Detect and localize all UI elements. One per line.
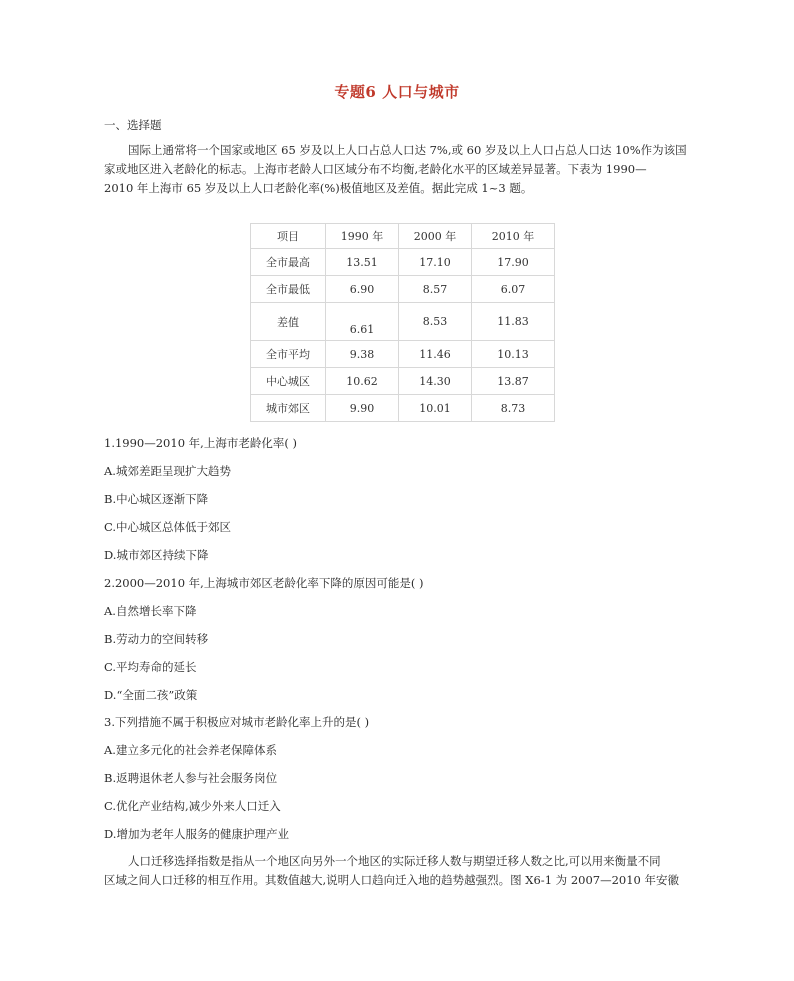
answer-option[interactable]: B.中心城区逐渐下降 bbox=[104, 492, 209, 506]
outro-paragraph bbox=[104, 852, 690, 890]
table-row bbox=[251, 395, 555, 422]
table-row bbox=[251, 368, 555, 395]
row-label: 中心城区 bbox=[251, 368, 326, 395]
intro-text: 国际上通常将一个国家或地区 65 岁及以上人口占总人口达 7%,或 60 岁及以上人口占总人口达 10%作为该国 bbox=[128, 143, 687, 157]
table-row bbox=[251, 249, 555, 276]
row-label: 全市平均 bbox=[251, 341, 326, 368]
answer-option[interactable]: C.平均寿命的延长 bbox=[104, 660, 197, 674]
table-cell: 13.87 bbox=[472, 368, 555, 395]
table-cell: 17.10 bbox=[399, 249, 472, 276]
question-stem: 3.下列措施不属于积极应对城市老龄化率上升的是( ) bbox=[104, 715, 370, 729]
table-cell: 11.46 bbox=[399, 341, 472, 368]
table-cell: 10.01 bbox=[399, 395, 472, 422]
question-stem: 1.1990—2010 年,上海市老龄化率( ) bbox=[104, 436, 297, 450]
aging-rate-table bbox=[250, 223, 555, 422]
outro-line: 区域之间人口迁移的相互作用。其数值越大,说明人口趋向迁入地的趋势越强烈。图 X6-1 为 2007—2010 年安徽 bbox=[104, 873, 680, 887]
table-cell: 6.07 bbox=[472, 276, 555, 303]
row-label: 全市最低 bbox=[251, 276, 326, 303]
table-cell: 17.90 bbox=[472, 249, 555, 276]
table-cell: 14.30 bbox=[399, 368, 472, 395]
answer-option[interactable]: D.“全面二孩”政策 bbox=[104, 688, 198, 702]
table-row bbox=[251, 276, 555, 303]
table-cell: 8.53 bbox=[399, 303, 472, 341]
table-cell: 8.57 bbox=[399, 276, 472, 303]
section-heading: 一、选择题 bbox=[104, 118, 162, 132]
row-label: 全市最高 bbox=[251, 249, 326, 276]
outro-text: 人口迁移选择指数是指从一个地区向另外一个地区的实际迁移人数与期望迁移人数之比,可以用来衡量不同 bbox=[128, 854, 661, 868]
intro-paragraph bbox=[104, 141, 690, 198]
table-header-cell: 项目 bbox=[251, 224, 326, 249]
table-cell: 6.90 bbox=[326, 276, 399, 303]
table-row bbox=[251, 303, 555, 341]
answer-option[interactable]: C.优化产业结构,减少外来人口迁入 bbox=[104, 799, 281, 813]
answer-option[interactable]: B.返聘退休老人参与社会服务岗位 bbox=[104, 771, 278, 785]
table-row bbox=[251, 341, 555, 368]
answer-option[interactable]: B.劳动力的空间转移 bbox=[104, 632, 209, 646]
table-cell: 11.83 bbox=[472, 303, 555, 341]
answer-option[interactable]: D.增加为老年人服务的健康护理产业 bbox=[104, 827, 289, 841]
answer-option[interactable]: A.建立多元化的社会养老保障体系 bbox=[104, 743, 277, 757]
row-label: 差值 bbox=[251, 303, 326, 341]
question-stem: 2.2000—2010 年,上海城市郊区老龄化率下降的原因可能是( ) bbox=[104, 576, 424, 590]
table-cell: 8.73 bbox=[472, 395, 555, 422]
outro-line bbox=[104, 852, 690, 871]
table-header-cell: 2000 年 bbox=[399, 224, 472, 249]
table-cell: 10.13 bbox=[472, 341, 555, 368]
table-header-cell: 2010 年 bbox=[472, 224, 555, 249]
intro-line bbox=[104, 141, 690, 160]
intro-line: 2010 年上海市 65 岁及以上人口老龄化率(%)极值地区及差值。据此完成 1~3 题。 bbox=[104, 181, 533, 195]
table-cell: 9.90 bbox=[326, 395, 399, 422]
answer-option[interactable]: D.城市郊区持续下降 bbox=[104, 548, 209, 562]
table-header-row bbox=[251, 224, 555, 249]
row-label: 城市郊区 bbox=[251, 395, 326, 422]
intro-line: 家或地区进入老龄化的标志。上海市老龄人口区域分布不均衡,老龄化水平的区域差异显著。下表为 1990— bbox=[104, 162, 647, 176]
table-header-cell: 1990 年 bbox=[326, 224, 399, 249]
answer-option[interactable]: C.中心城区总体低于郊区 bbox=[104, 520, 232, 534]
table-cell: 10.62 bbox=[326, 368, 399, 395]
table-cell: 6.61 bbox=[326, 303, 399, 341]
answer-option[interactable]: A.城郊差距呈现扩大趋势 bbox=[104, 464, 231, 478]
answer-option[interactable]: A.自然增长率下降 bbox=[104, 604, 197, 618]
table-cell: 9.38 bbox=[326, 341, 399, 368]
table-cell: 13.51 bbox=[326, 249, 399, 276]
page-title: 专题6 人口与城市 bbox=[334, 83, 460, 101]
